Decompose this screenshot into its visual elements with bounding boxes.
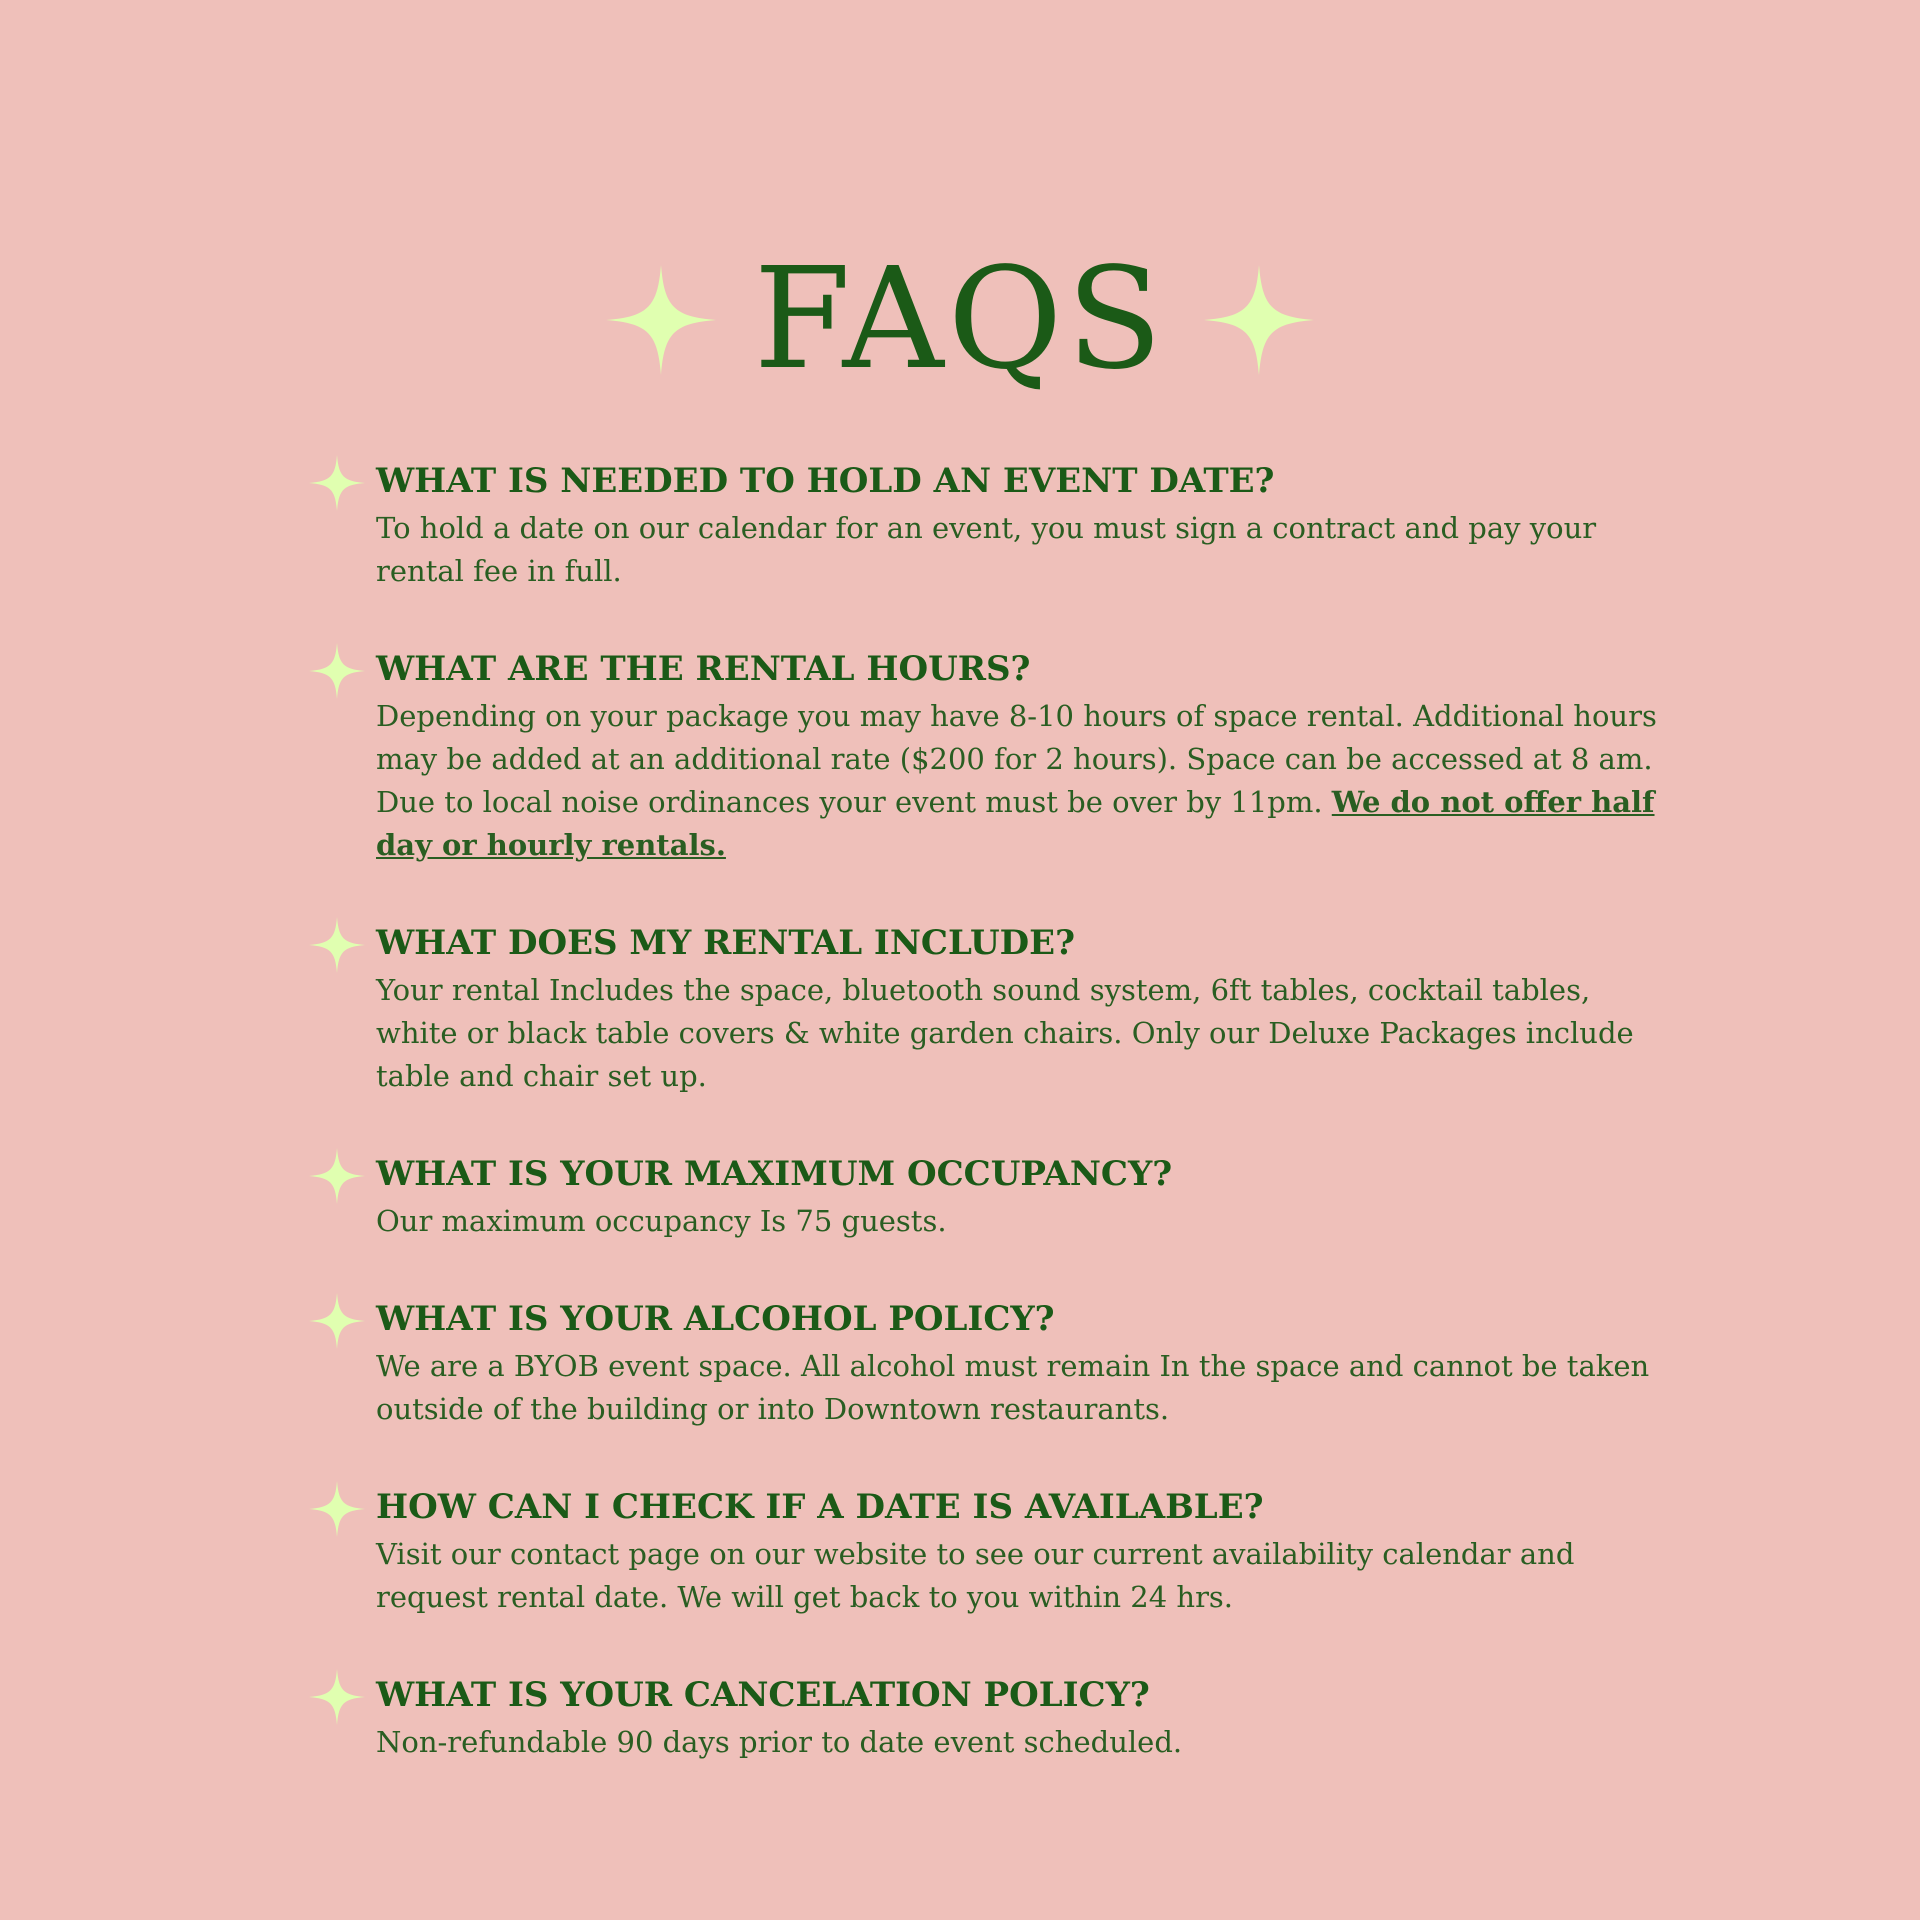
sparkle-icon [1204,265,1314,375]
faq-question: WHAT IS YOUR ALCOHOL POLICY? [376,1299,1055,1339]
faq-question: HOW CAN I CHECK IF A DATE IS AVAILABLE? [376,1487,1264,1527]
faq-answer: Our maximum occupancy Is 75 guests. [376,1204,947,1238]
page-header [0,240,1920,400]
faq-item [309,1481,1679,1619]
faq-item [309,1148,1679,1243]
faq-item [309,1293,1679,1431]
faq-question: WHAT DOES MY RENTAL INCLUDE? [376,923,1075,963]
page-title: FAQS [753,238,1167,401]
faq-answer: To hold a date on our calendar for an event, you must sign a contract and pay your rental fee in full. [376,511,1597,588]
faq-answer: Your rental Includes the space, bluetooth sound system, 6ft tables, cocktail tables, white or black table covers & white garden chairs. Only our Deluxe Packages include table and chair set up. [376,973,1634,1093]
faq-question: WHAT IS NEEDED TO HOLD AN EVENT DATE? [376,461,1275,501]
sparkle-bullet-icon [309,643,365,699]
sparkle-bullet-icon [309,917,365,973]
faq-list [309,455,1679,1814]
faq-item [309,643,1679,867]
faq-question: WHAT IS YOUR MAXIMUM OCCUPANCY? [376,1154,1173,1194]
sparkle-bullet-icon [309,1148,365,1204]
faq-item [309,455,1679,593]
faq-answer-text: Depending on your package you may have 8-10 hours of space rental. Additional hours may be added at an additional rate ($200 for 2 hours). Space can be accessed at 8 am. Due to local noise ordinances your event must be over by 11pm. [376,699,1657,819]
sparkle-bullet-icon [309,1293,365,1349]
faq-item [309,917,1679,1098]
faq-answer: We are a BYOB event space. All alcohol must remain In the space and cannot be taken outside of the building or into Downtown restaurants. [376,1349,1650,1426]
sparkle-bullet-icon [309,1481,365,1537]
faq-answer [376,695,1679,867]
faq-answer: Visit our contact page on our website to see our current availability calendar and request rental date. We will get back to you within 24 hrs. [376,1537,1575,1614]
sparkle-bullet-icon [309,1669,365,1725]
faq-item [309,1669,1679,1764]
faq-question: WHAT ARE THE RENTAL HOURS? [376,649,1031,689]
sparkle-icon [606,265,716,375]
faq-answer: Non-refundable 90 days prior to date event scheduled. [376,1725,1183,1759]
faq-answer-emphasis: We do not offer half day or hourly rentals. [376,785,1655,862]
faq-question: WHAT IS YOUR CANCELATION POLICY? [376,1675,1150,1715]
sparkle-bullet-icon [309,455,365,511]
